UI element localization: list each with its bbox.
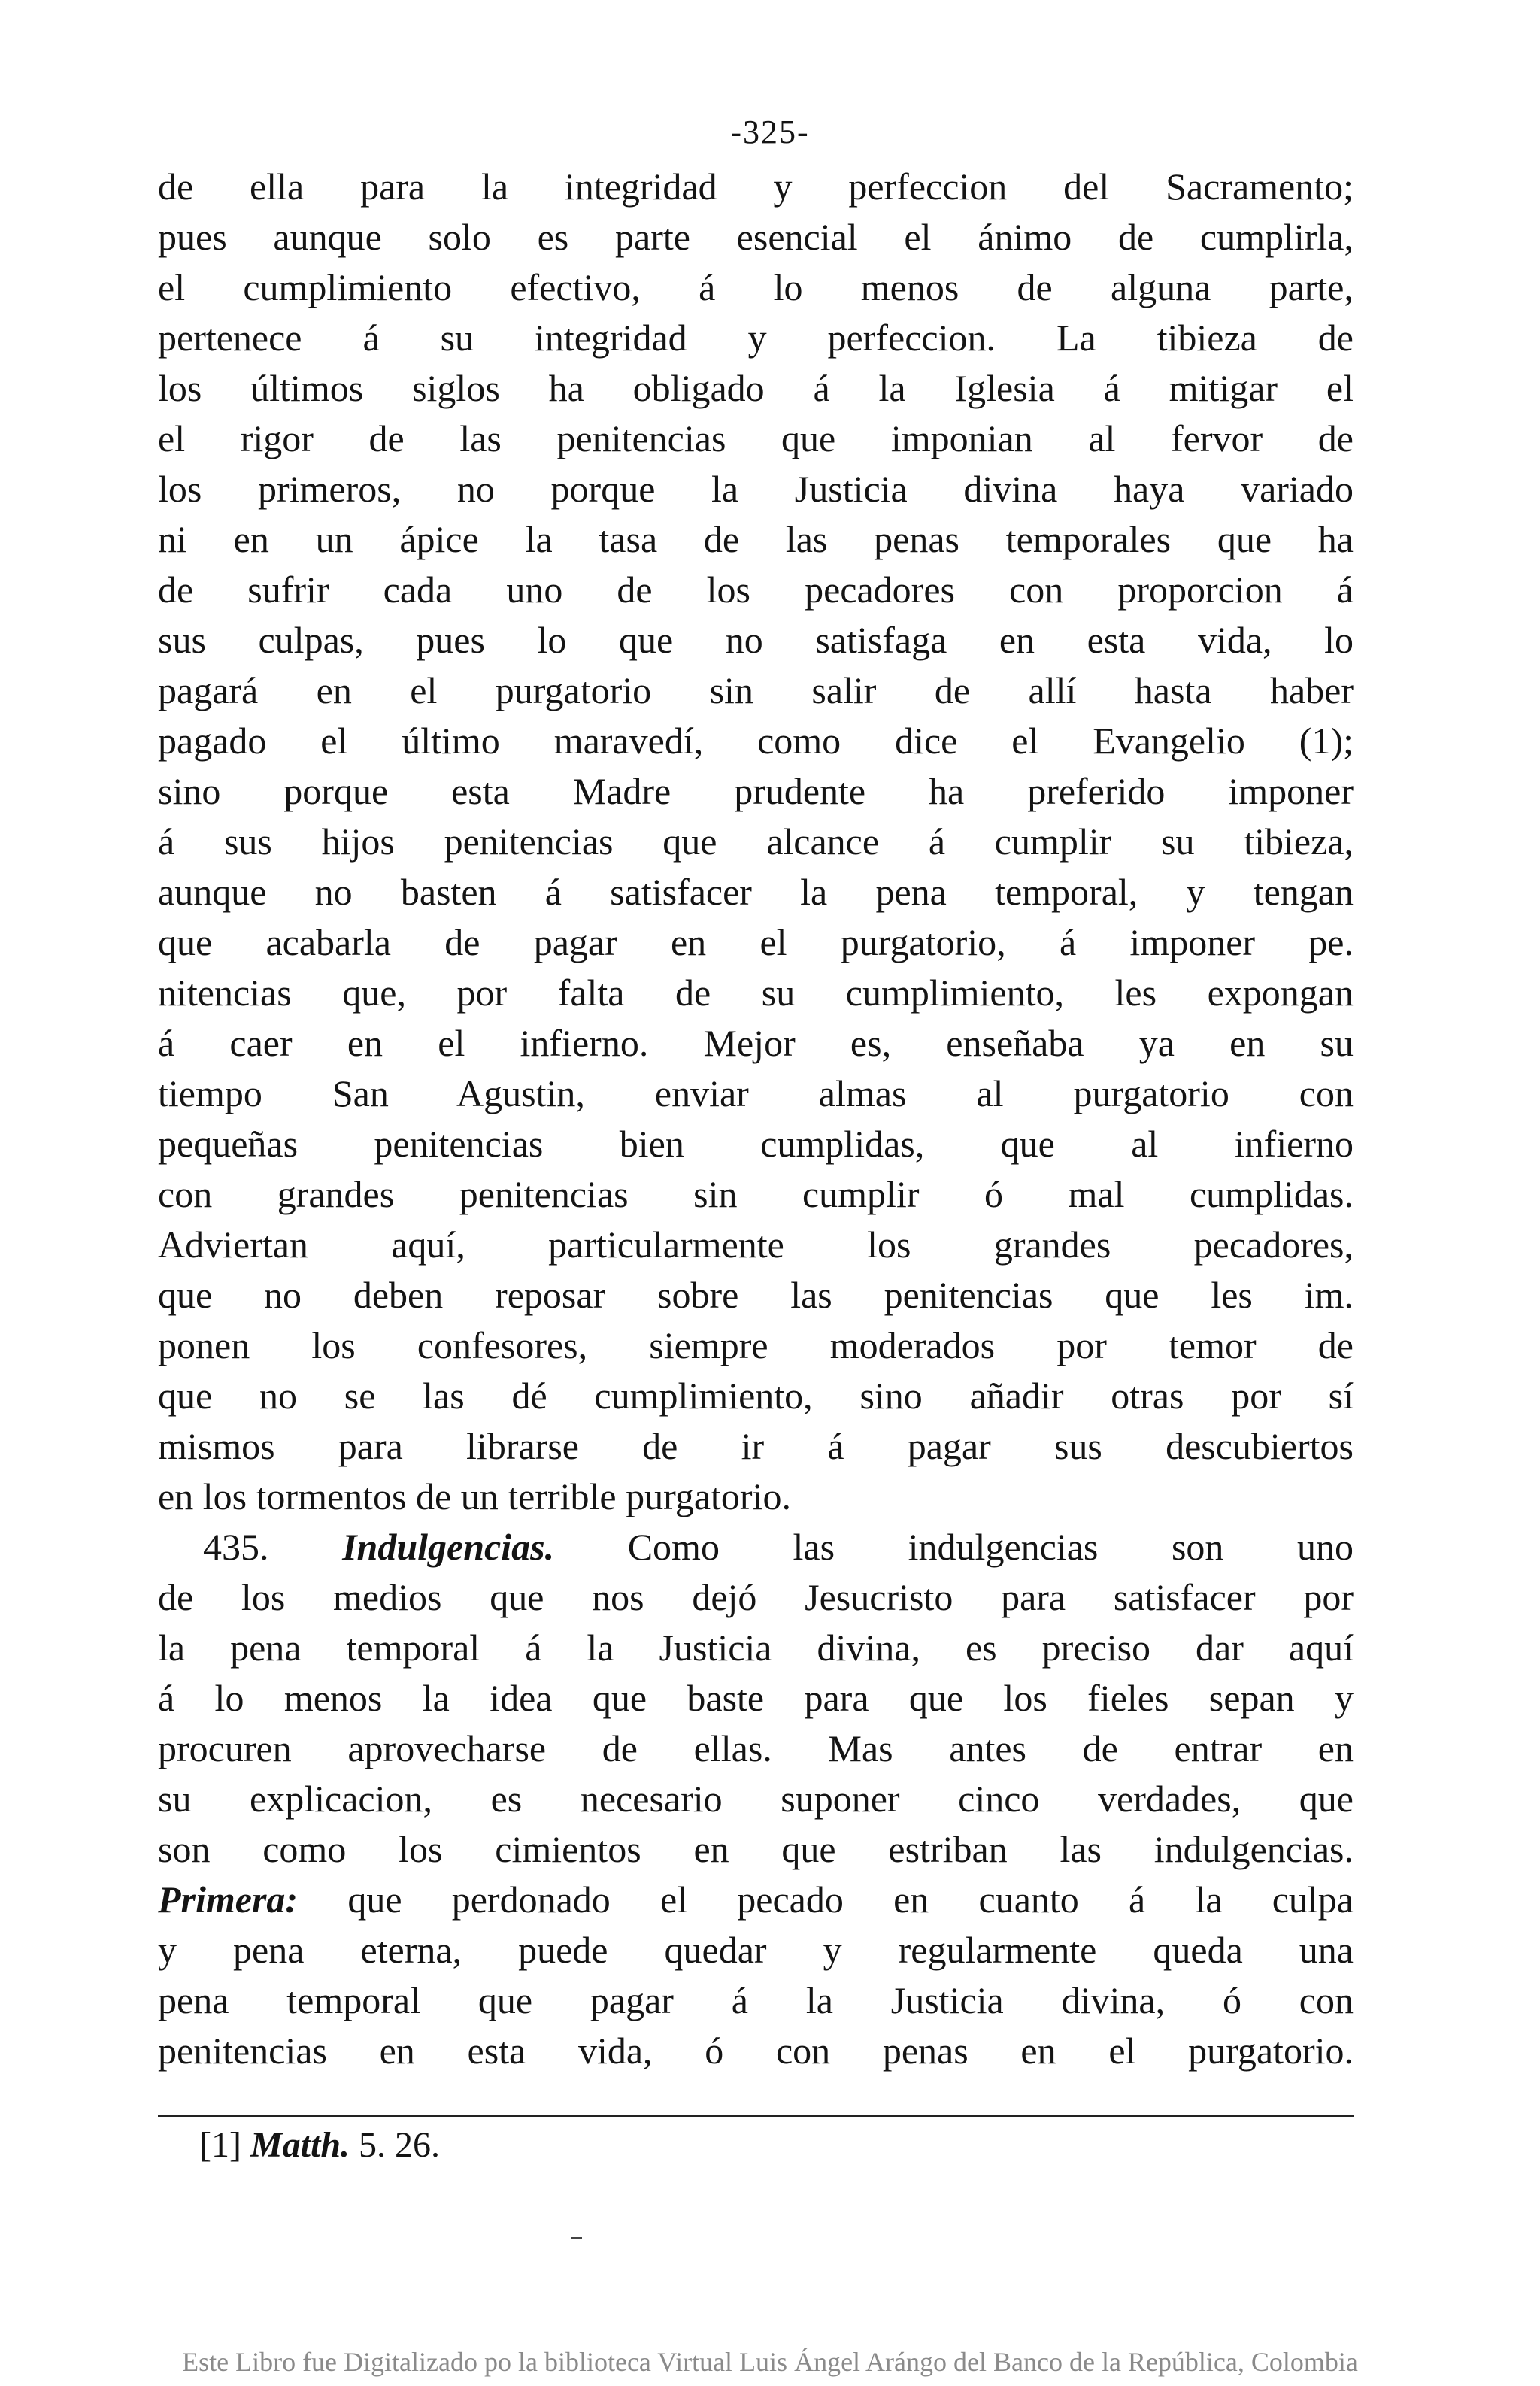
- text-line: pequeñas penitencias bien cumplidas, que al infierno: [158, 1123, 1354, 1165]
- text-line: son como los cimientos en que estriban las indulgencias.: [158, 1828, 1354, 1870]
- text-line: sino porque esta Madre prudente ha preferido imponer: [158, 770, 1354, 812]
- text-line: Adviertan aquí, particularmente los grandes pecadores,: [158, 1223, 1354, 1266]
- text-line: con grandes penitencias sin cumplir ó mal cumplidas.: [158, 1173, 1354, 1215]
- primera-line: [158, 1875, 1354, 1925]
- footnote: [199, 2124, 440, 2166]
- text-line: de sufrir cada uno de los pecadores con proporcion á: [158, 568, 1354, 611]
- text-line: el cumplimiento efectivo, á lo menos de alguna parte,: [158, 266, 1354, 308]
- text-line: tiempo San Agustin, enviar almas al purgatorio con: [158, 1072, 1354, 1114]
- text-line: en los tormentos de un terrible purgatorio.: [158, 1475, 791, 1517]
- text-line: ponen los confesores, siempre moderados por temor de: [158, 1324, 1354, 1366]
- primera-label: Primera:: [158, 1878, 299, 1921]
- footnote-reference: Matth.: [250, 2125, 350, 2165]
- text-line: de ella para la integridad y perfeccion del Sacramento;: [158, 165, 1354, 208]
- text-line: á caer en el infierno. Mejor es, enseñaba ya en su: [158, 1022, 1354, 1064]
- text-line: sus culpas, pues lo que no satisfaga en esta vida, lo: [158, 619, 1354, 661]
- footnote-citation: 5. 26.: [359, 2125, 441, 2165]
- text-line: pagará en el purgatorio sin salir de allí hasta haber: [158, 669, 1354, 711]
- text-line: nitencias que, por falta de su cumplimiento, les expongan: [158, 972, 1354, 1014]
- text-line: y pena eterna, puede quedar y regularmente queda una: [158, 1929, 1354, 1971]
- text-line: pagado el último maravedí, como dice el Evangelio (1);: [158, 720, 1354, 762]
- paragraph-heading: Indulgencias.: [342, 1526, 555, 1568]
- text-line: á sus hijos penitencias que alcance á cumplir su tibieza,: [158, 820, 1354, 863]
- text-line: que acabarla de pagar en el purgatorio, á imponer pe.: [158, 921, 1354, 963]
- paragraph-first-text: Como las indulgencias son uno: [627, 1526, 1354, 1568]
- paragraph-start-line: [158, 1522, 1354, 1572]
- text-line: la pena temporal á la Justicia divina, es preciso dar aquí: [158, 1627, 1354, 1669]
- page-number: -325-: [730, 114, 810, 150]
- text-line: que no se las dé cumplimiento, sino añadir otras por sí: [158, 1375, 1354, 1417]
- primera-text: que perdonado el pecado en cuanto á la culpa: [347, 1878, 1354, 1921]
- text-line: los últimos siglos ha obligado á la Iglesia á mitigar el: [158, 367, 1354, 409]
- text-line: el rigor de las penitencias que imponian al fervor de: [158, 417, 1354, 459]
- ink-speck: [571, 2237, 582, 2239]
- footnote-divider: [158, 2115, 1354, 2117]
- text-line: de los medios que nos dejó Jesucristo para satisfacer por: [158, 1576, 1354, 1618]
- text-line: mismos para librarse de ir á pagar sus descubiertos: [158, 1425, 1354, 1467]
- text-line: aunque no basten á satisfacer la pena temporal, y tengan: [158, 871, 1354, 913]
- paragraph-number: 435.: [203, 1526, 269, 1568]
- text-line: ni en un ápice la tasa de las penas temporales que ha: [158, 518, 1354, 560]
- body-text: [158, 162, 1354, 2076]
- text-line: que no deben reposar sobre las penitencias que les im.: [158, 1274, 1354, 1316]
- digitization-watermark: Este Libro fue Digitalizado po la biblioteca Virtual Luis Ángel Arángo del Banco de la República, Colombia: [182, 2347, 1358, 2377]
- text-line: pertenece á su integridad y perfeccion. La tibieza de: [158, 317, 1354, 359]
- text-line: pues aunque solo es parte esencial el ánimo de cumplirla,: [158, 216, 1354, 258]
- text-line: su explicacion, es necesario suponer cinco verdades, que: [158, 1778, 1354, 1820]
- text-line: penitencias en esta vida, ó con penas en el purgatorio.: [158, 2030, 1354, 2072]
- text-line: pena temporal que pagar á la Justicia divina, ó con: [158, 1979, 1354, 2021]
- text-line: los primeros, no porque la Justicia divina haya variado: [158, 468, 1354, 510]
- text-line: á lo menos la idea que baste para que los fieles sepan y: [158, 1677, 1354, 1719]
- footnote-marker: [1]: [199, 2125, 241, 2165]
- text-line: procuren aprovecharse de ellas. Mas antes de entrar en: [158, 1727, 1354, 1769]
